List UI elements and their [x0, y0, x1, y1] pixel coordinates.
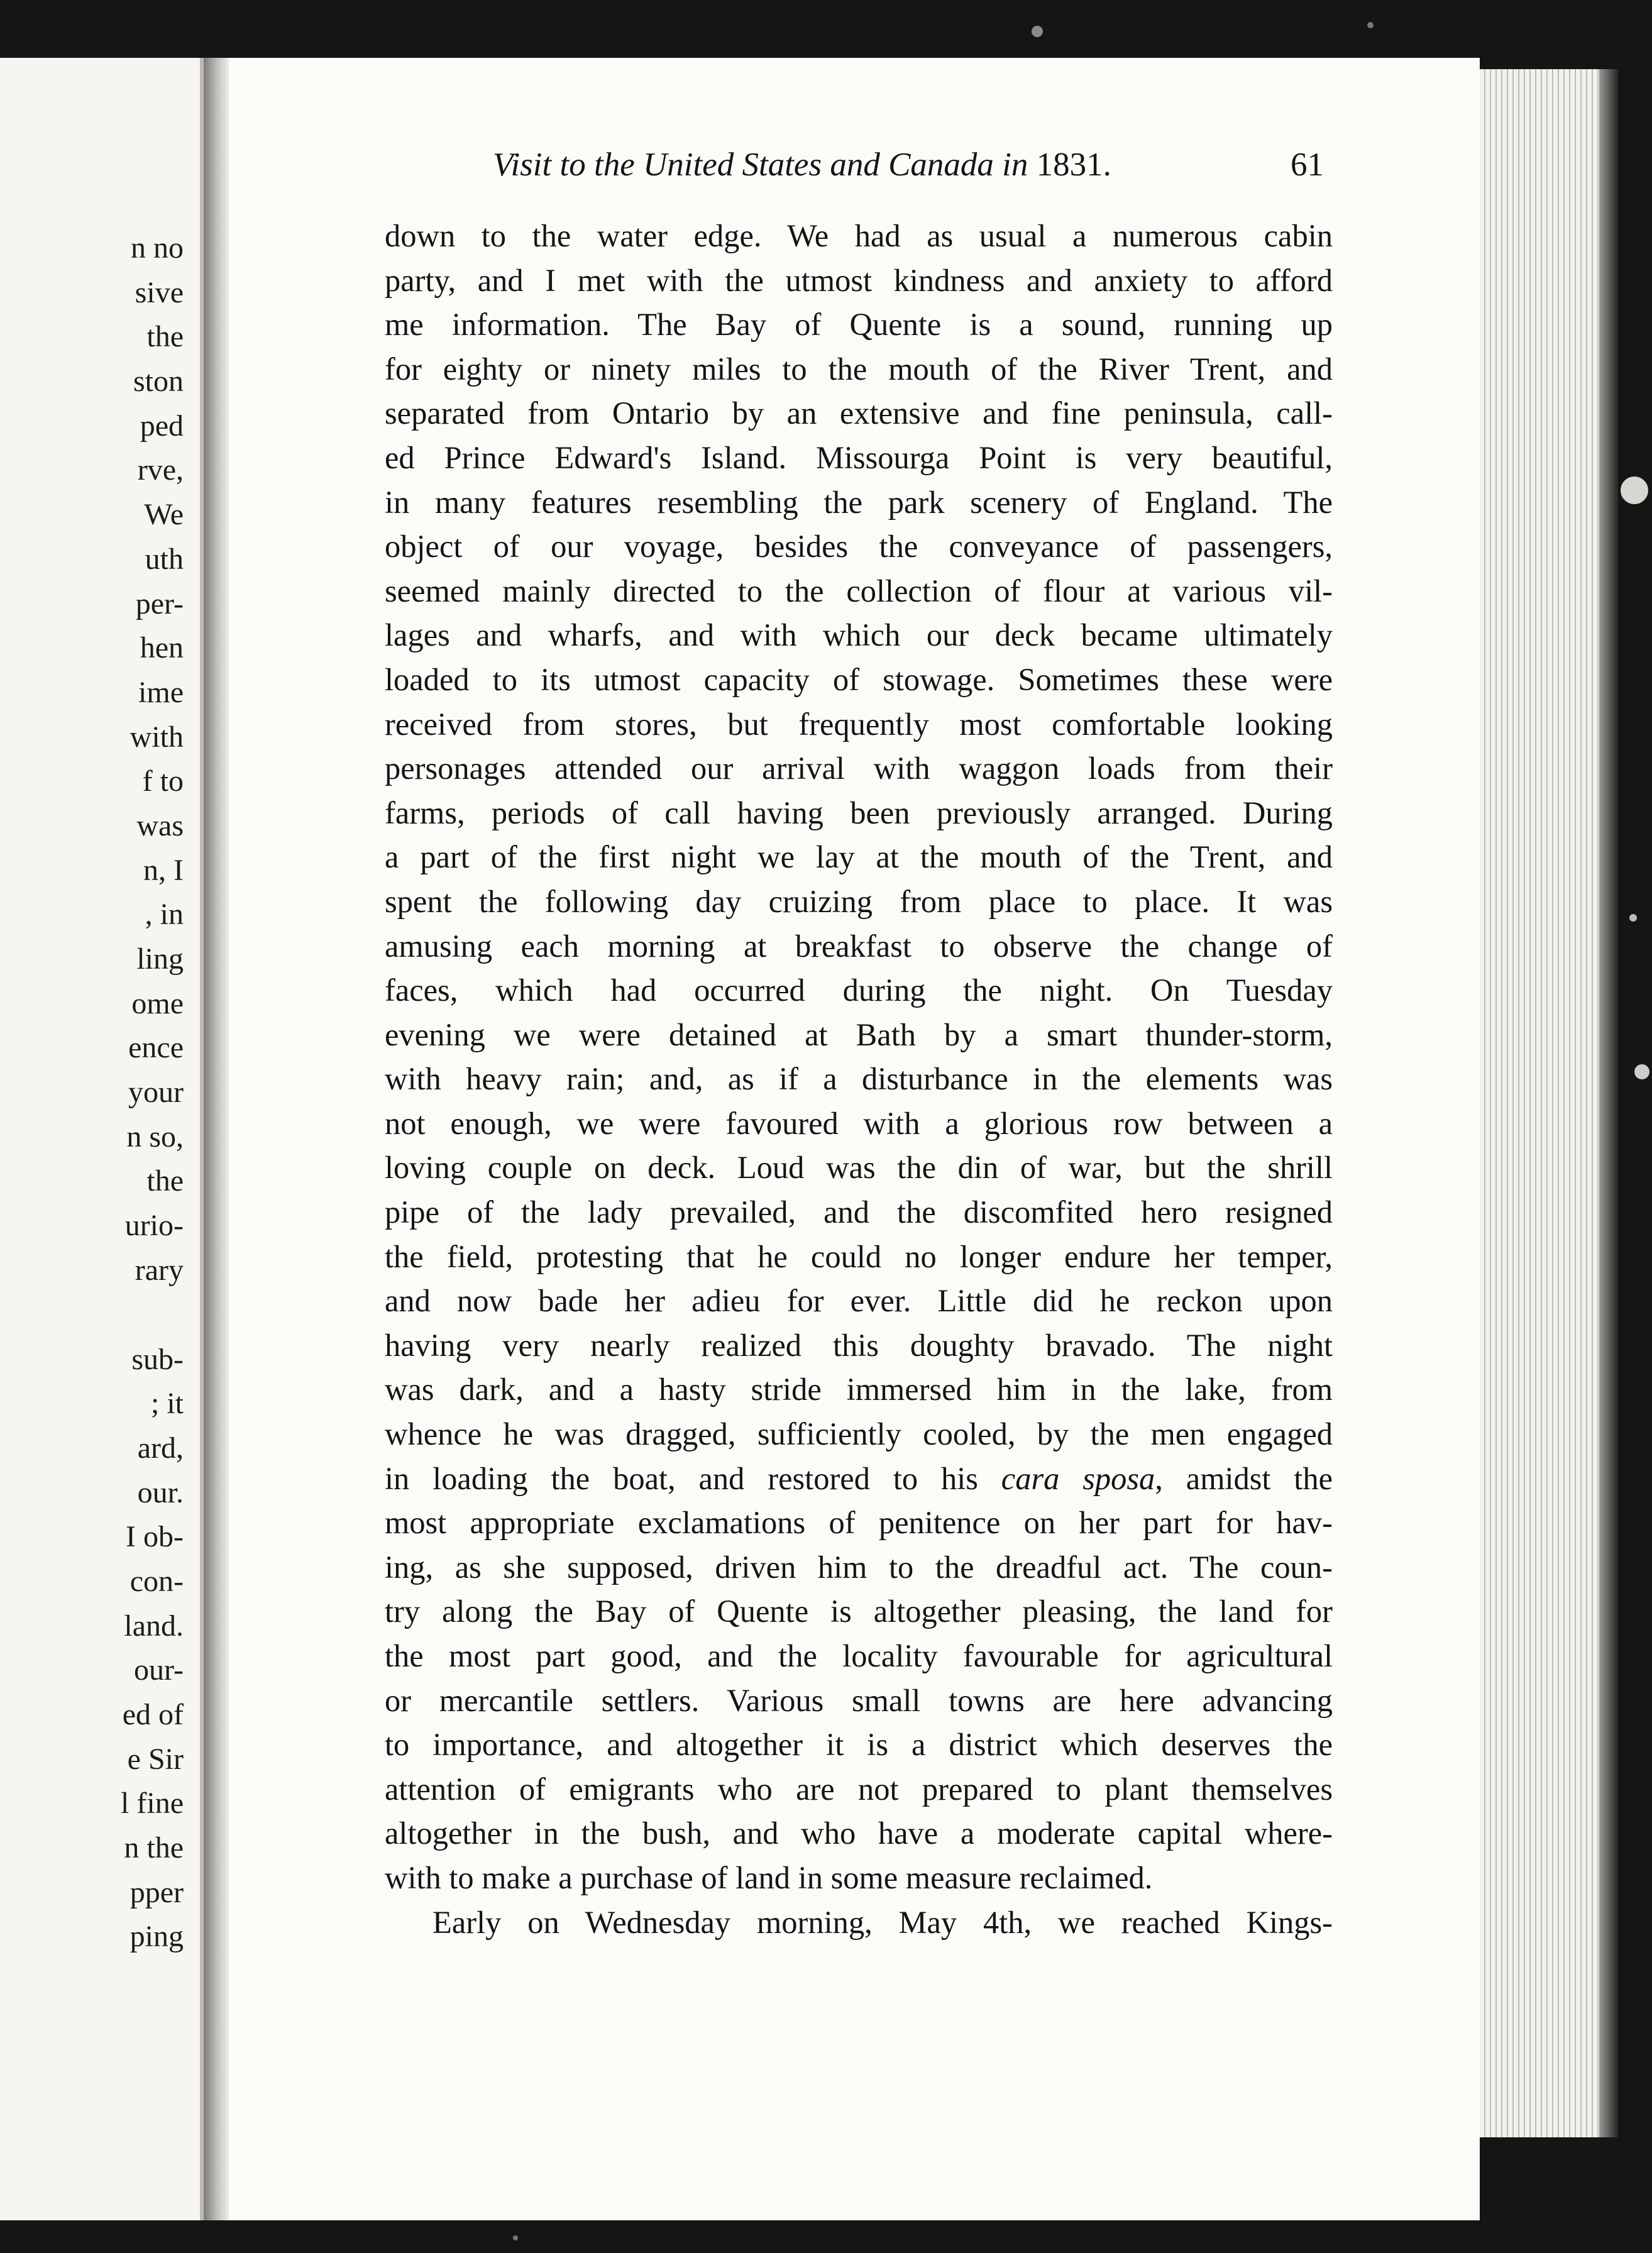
text-line: in many features resembling the park scenery of England. The	[385, 484, 1333, 520]
left-fragment: We	[144, 498, 184, 532]
left-fragment: rary	[135, 1253, 184, 1287]
text-line: attention of emigrants who are not prepared to plant themselves	[385, 1771, 1333, 1807]
left-page-text-fragments	[121, 226, 184, 1959]
text-line: amusing each morning at breakfast to observe the change of	[385, 928, 1333, 964]
text-line: loaded to its utmost capacity of stowage. Sometimes these were	[385, 661, 1333, 697]
left-fragment: ling	[136, 942, 184, 976]
text-line-with-italic	[385, 1457, 1333, 1501]
text-line: try along the Bay of Quente is altogether pleasing, the land for	[385, 1594, 1333, 1629]
scan-speck	[1367, 22, 1374, 28]
scan-speck	[1621, 476, 1648, 504]
page-edges	[1480, 69, 1599, 2137]
text-line: loving couple on deck. Loud was the din of war, but the shrill	[385, 1150, 1333, 1186]
text-line: whence he was dragged, sufficiently cooled, by the men engaged	[385, 1416, 1333, 1452]
text-line: faces, which had occurred during the night. On Tuesday	[385, 972, 1333, 1008]
running-head	[493, 146, 1324, 196]
text-line: down to the water edge. We had as usual a numerous cabin	[385, 218, 1333, 253]
text-line: or mercantile settlers. Various small towns are here advancing	[385, 1682, 1333, 1718]
text-line: party, and I met with the utmost kindness and anxiety to afford	[385, 262, 1333, 298]
left-fragment: ard,	[137, 1431, 184, 1465]
left-fragment: your	[128, 1076, 184, 1110]
text-run: in loading the boat, and restored to his	[385, 1460, 1001, 1496]
left-fragment: the	[146, 1164, 184, 1198]
text-line: to importance, and altogether it is a district which deserves the	[385, 1727, 1333, 1763]
paragraph-final-line: with to make a purchase of land in some measure reclaimed.	[385, 1859, 1153, 1895]
text-line: altogether in the bush, and who have a moderate capital where-	[385, 1815, 1333, 1851]
left-fragment-gap	[121, 1293, 184, 1338]
left-fragment: I ob-	[126, 1520, 184, 1554]
text-line: and now bade her adieu for ever. Little did he reckon upon	[385, 1283, 1333, 1319]
left-fragment: ed of	[122, 1698, 184, 1731]
page-number: 61	[1291, 146, 1324, 183]
left-fragment: urio-	[124, 1209, 184, 1243]
left-fragment: ped	[140, 409, 184, 443]
book-gutter	[204, 58, 229, 2220]
text-line: me information. The Bay of Quente is a sound, running up	[385, 307, 1333, 343]
left-fragment: sive	[135, 275, 184, 309]
left-fragment: land.	[124, 1609, 184, 1643]
left-fragment: was	[136, 808, 184, 842]
scan-speck	[1634, 1064, 1649, 1079]
left-fragment: n the	[124, 1831, 184, 1865]
left-fragment: ; it	[150, 1387, 184, 1421]
paragraph-first-line: Early on Wednesday morning, May 4th, we reached Kings-	[432, 1904, 1333, 1940]
text-line: seemed mainly directed to the collection of flour at various vil-	[385, 573, 1333, 609]
left-fragment: ence	[128, 1031, 184, 1065]
text-line: object of our voyage, besides the conveyance of passengers,	[385, 529, 1333, 565]
text-line: with heavy rain; and, as if a disturbance in the elements was	[385, 1061, 1333, 1097]
left-fragment: ome	[131, 986, 184, 1020]
left-fragment: f to	[142, 764, 184, 798]
text-run: , amidst the	[1155, 1460, 1333, 1496]
text-line: spent the following day cruizing from place to place. It was	[385, 883, 1333, 919]
left-fragment: our.	[137, 1475, 184, 1509]
text-line: pipe of the lady prevailed, and the discomfited hero resigned	[385, 1194, 1333, 1230]
left-fragment: ime	[138, 675, 184, 709]
text-line: farms, periods of call having been previously arranged. During	[385, 795, 1333, 830]
text-line: lages and wharfs, and with which our deck became ultimately	[385, 617, 1333, 653]
text-line: for eighty or ninety miles to the mouth of the River Trent, and	[385, 351, 1333, 387]
text-line: personages attended our arrival with waggon loads from their	[385, 751, 1333, 786]
left-fragment: e Sir	[127, 1742, 184, 1776]
text-line: ed Prince Edward's Island. Missourga Point is very beautiful,	[385, 439, 1333, 475]
left-fragment: per-	[135, 587, 184, 620]
text-line: not enough, we were favoured with a glorious row between a	[385, 1105, 1333, 1141]
running-head-title	[493, 146, 1111, 184]
left-fragment: , in	[145, 898, 184, 932]
left-fragment: ping	[129, 1920, 184, 1954]
left-fragment: n so,	[126, 1120, 184, 1154]
text-line: a part of the first night we lay at the mouth of the Trent, and	[385, 839, 1333, 875]
text-line: most appropriate exclamations of penitence on her part for hav-	[385, 1505, 1333, 1541]
left-fragment: con-	[129, 1564, 184, 1598]
body-text	[385, 214, 1333, 1944]
left-fragment: uth	[145, 542, 184, 576]
text-line: having very nearly realized this doughty bravado. The night	[385, 1327, 1333, 1363]
left-fragment: n no	[131, 231, 184, 265]
text-line: received from stores, but frequently most comfortable looking	[385, 706, 1333, 742]
left-fragment: n, I	[143, 853, 184, 887]
left-page	[0, 58, 204, 2220]
scan-speck	[513, 2235, 518, 2240]
left-fragment: our-	[133, 1653, 184, 1687]
left-fragment: with	[129, 720, 184, 754]
text-line: was dark, and a hasty stride immersed him in the lake, from	[385, 1372, 1333, 1407]
text-line: the field, protesting that he could no longer endure her temper,	[385, 1238, 1333, 1274]
left-fragment: hen	[140, 631, 184, 665]
scan-speck	[1629, 914, 1637, 922]
italic-phrase: cara sposa	[1001, 1460, 1155, 1496]
scan-speck	[1032, 26, 1043, 37]
text-line: ing, as she supposed, driven him to the dreadful act. The coun-	[385, 1549, 1333, 1585]
running-head-year: 1831.	[1036, 146, 1111, 183]
left-fragment: l fine	[121, 1787, 184, 1821]
text-line: separated from Ontario by an extensive and fine peninsula, call-	[385, 395, 1333, 431]
text-line: the most part good, and the locality favourable for agricultural	[385, 1638, 1333, 1673]
running-head-title-text: Visit to the United States and Canada in	[493, 146, 1028, 183]
left-fragment: pper	[129, 1875, 184, 1909]
left-fragment: the	[146, 320, 184, 354]
left-fragment: ston	[133, 365, 184, 399]
left-fragment: sub-	[131, 1342, 184, 1376]
left-fragment: rve,	[137, 453, 184, 487]
text-line: evening we were detained at Bath by a smart thunder-storm,	[385, 1016, 1333, 1052]
